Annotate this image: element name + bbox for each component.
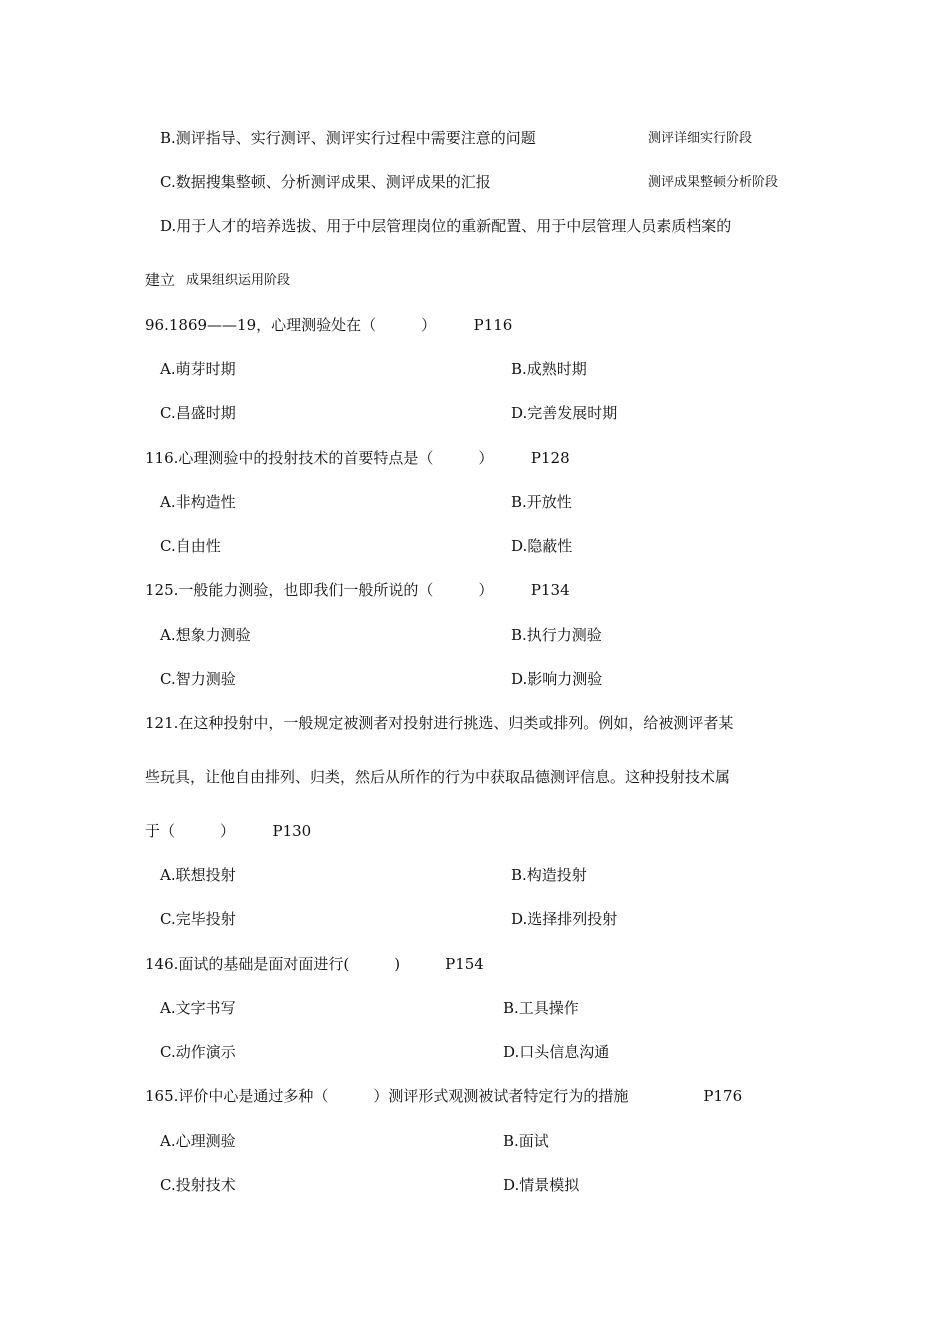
question-165-option-a: A.心理测验 — [160, 1132, 236, 1150]
question-165-option-d: D.情景模拟 — [503, 1176, 580, 1194]
question-116-stem: 116.心理测验中的投射技术的首要特点是（ ） P128 — [145, 449, 570, 467]
question-125-option-d: D.影响力测验 — [511, 670, 603, 688]
question-121-option-b: B.构造投射 — [511, 866, 587, 884]
question-146-option-b: B.工具操作 — [503, 999, 579, 1017]
question-96-option-d: D.完善发展时期 — [511, 404, 618, 422]
question-165-option-c: C.投射技术 — [160, 1176, 236, 1194]
question-96-stem: 96.1869——19，心理测验处在（ ） P116 — [145, 316, 513, 334]
question-116-option-a: A.非构造性 — [160, 493, 236, 511]
question-125-option-a: A.想象力测验 — [160, 626, 251, 644]
question-116-option-b: B.开放性 — [511, 493, 572, 511]
option-d-note: 成果组织运用阶段 — [186, 273, 291, 288]
option-b-note: 测评详细实行阶段 — [648, 131, 753, 146]
option-d-text-line2: 建立 — [145, 271, 176, 289]
question-121-stem-line1: 121.在这种投射中，一般规定被测者对投射进行挑选、归类或排列。例如，给被测评者某 — [145, 714, 734, 732]
question-146-option-c: C.动作演示 — [160, 1043, 236, 1061]
question-121-stem-line2: 些玩具，让他自由排列、归类，然后从所作的行为中获取品德测评信息。这种投射技术属 — [145, 768, 731, 786]
option-c-note: 测评成果整顿分析阶段 — [648, 175, 779, 190]
question-121-option-c: C.完毕投射 — [160, 910, 236, 928]
question-96-option-a: A.萌芽时期 — [160, 360, 236, 378]
question-121-option-a: A.联想投射 — [160, 866, 236, 884]
question-116-option-c: C.自由性 — [160, 537, 221, 555]
question-125-option-b: B.执行力测验 — [511, 626, 602, 644]
question-116-option-d: D.隐蔽性 — [511, 537, 573, 555]
option-c-text: C.数据搜集整顿、分析测评成果、测评成果的汇报 — [160, 173, 491, 191]
option-b-text: B.测评指导、实行测评、测评实行过程中需要注意的问题 — [160, 129, 536, 147]
question-165-option-b: B.面试 — [503, 1132, 549, 1150]
question-125-stem: 125.一般能力测验，也即我们一般所说的（ ） P134 — [145, 581, 570, 599]
question-121-stem-line3: 于（ ） P130 — [145, 822, 312, 840]
question-121-option-d: D.选择排列投射 — [511, 910, 618, 928]
question-146-option-a: A.文字书写 — [160, 999, 236, 1017]
question-96-option-b: B.成熟时期 — [511, 360, 587, 378]
question-165-stem: 165.评价中心是通过多种（ ）测评形式观测被试者特定行为的措施 P176 — [145, 1087, 743, 1105]
question-96-option-c: C.昌盛时期 — [160, 404, 236, 422]
question-146-stem: 146.面试的基础是面对面进行( ) P154 — [145, 955, 484, 973]
option-d-text-line1: D.用于人才的培养选拔、用于中层管理岗位的重新配置、用于中层管理人员素质档案的 — [160, 217, 732, 235]
question-146-option-d: D.口头信息沟通 — [503, 1043, 610, 1061]
question-125-option-c: C.智力测验 — [160, 670, 236, 688]
